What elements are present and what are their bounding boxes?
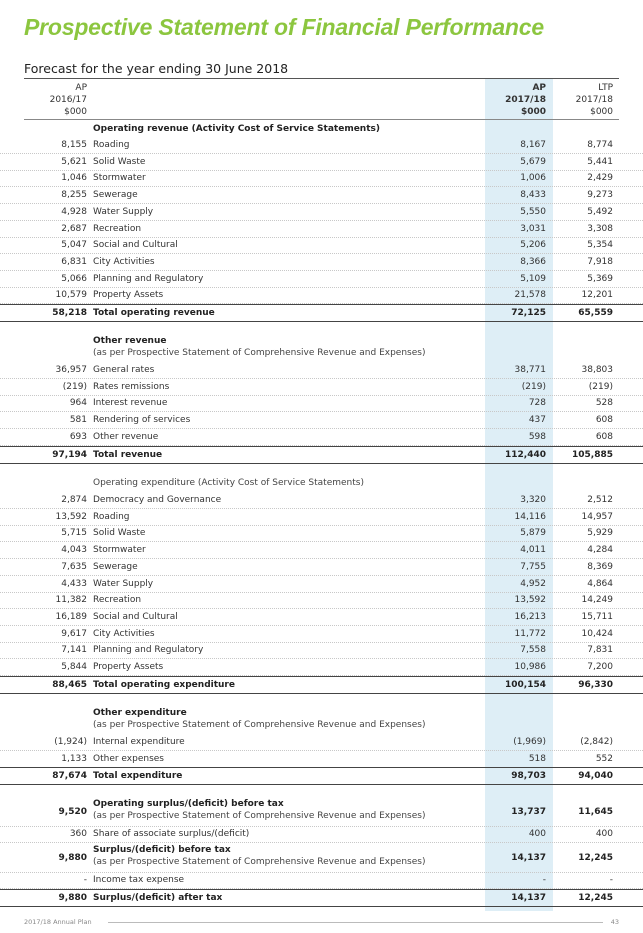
- row-value: 7,918: [587, 256, 613, 267]
- row-value: 9,617: [61, 628, 87, 639]
- row-label: Solid Waste: [93, 528, 146, 539]
- row-value: 8,155: [61, 140, 87, 150]
- table-row: [0, 187, 643, 204]
- row-value: 7,755: [520, 561, 546, 572]
- row-value: 5,369: [587, 273, 613, 284]
- row-value: 5,715: [61, 528, 87, 539]
- row-label: Planning and Regulatory: [93, 273, 204, 284]
- total-expenditure-row: 87,674 Total expenditure 98,703 94,040: [0, 767, 643, 785]
- table-row: [0, 429, 643, 446]
- section-other-revenue: Other revenue: [93, 336, 167, 346]
- row-value: 528: [595, 398, 613, 409]
- row-label: Stormwater: [93, 173, 146, 184]
- row-value: 7,141: [61, 645, 87, 656]
- row-value: 10,986: [514, 662, 546, 672]
- row-value: 4,433: [61, 578, 87, 589]
- header-rule: [24, 78, 619, 79]
- row-label: Water Supply: [93, 206, 154, 217]
- row-value: 5,047: [61, 240, 87, 251]
- row-value: 4,928: [61, 206, 87, 217]
- row-value: 5,441: [587, 156, 613, 167]
- row-value: 5,550: [520, 206, 546, 217]
- table-row: [0, 542, 643, 559]
- row-label: Other revenue: [93, 431, 159, 442]
- row-value: 2,687: [61, 223, 87, 234]
- row-value: 38,771: [514, 365, 546, 375]
- footer-rule: [108, 922, 603, 923]
- row-value: 3,031: [520, 223, 546, 234]
- table-row: [0, 642, 643, 659]
- page-title: Prospective Statement of Financial Performance: [24, 14, 544, 40]
- surplus-after-tax-row: 9,880 Surplus/(deficit) after tax 14,137 12,245: [0, 889, 643, 907]
- row-value: 2,429: [587, 173, 613, 184]
- row-label: Roading: [93, 511, 130, 522]
- row-label: Internal expenditure: [93, 737, 185, 747]
- table-row: [0, 525, 643, 542]
- table-row: [0, 559, 643, 576]
- row-value: 4,864: [587, 578, 613, 589]
- row-value: 5,066: [61, 273, 87, 284]
- row-value: 4,284: [587, 545, 613, 556]
- row-value: 4,011: [520, 545, 546, 556]
- table-row: [0, 609, 643, 626]
- row-label: Stormwater: [93, 545, 146, 556]
- row-label: Social and Cultural: [93, 240, 178, 251]
- total-operating-revenue-row: 58,218 Total operating revenue 72,125 65,559: [0, 304, 643, 322]
- table-row: [0, 576, 643, 593]
- row-value: 5,354: [587, 240, 613, 251]
- row-value: (219): [62, 381, 87, 392]
- row-label: Rendering of services: [93, 415, 191, 426]
- table-row: [0, 412, 643, 429]
- row-value: 11,382: [55, 595, 87, 606]
- row-value: 728: [528, 398, 546, 409]
- table-row: [0, 626, 643, 643]
- row-label: Roading: [93, 140, 130, 150]
- row-value: (1,924): [54, 737, 87, 747]
- row-value: 7,831: [587, 645, 613, 656]
- footer-document-name: 2017/18 Annual Plan: [24, 918, 92, 926]
- row-value: 1,046: [61, 173, 87, 184]
- table-row: [0, 204, 643, 221]
- table-row: [0, 509, 643, 526]
- row-value: 15,711: [581, 611, 613, 622]
- row-label: Recreation: [93, 223, 142, 234]
- row-value: 14,116: [514, 511, 546, 522]
- row-label: Property Assets: [93, 290, 164, 301]
- row-value: 5,206: [520, 240, 546, 251]
- row-label: Planning and Regulatory: [93, 645, 204, 656]
- row-value: 1,006: [520, 173, 546, 184]
- row-value: 16,213: [514, 611, 546, 622]
- row-value: 5,109: [520, 273, 546, 284]
- surplus-before-tax-row: 9,880 Surplus/(deficit) before tax (as per Prospective Statement of Comprehensive Revenue and Expenses) 14,137 12,245: [0, 844, 643, 873]
- row-value: 11,772: [514, 628, 546, 639]
- row-value: 7,635: [61, 561, 87, 572]
- row-value: 14,957: [581, 511, 613, 522]
- row-value: 38,803: [581, 365, 613, 375]
- section-operating-revenue: Operating revenue (Activity Cost of Service Statements): [93, 124, 380, 134]
- row-value: 10,579: [55, 290, 87, 301]
- total-revenue-row: 97,194 Total revenue 112,440 105,885: [0, 446, 643, 464]
- row-value: 964: [69, 398, 87, 409]
- table-row: [0, 395, 643, 412]
- table-row: [0, 271, 643, 288]
- row-value: 3,308: [587, 223, 613, 234]
- section-other-expenditure: Other expenditure: [93, 708, 187, 718]
- row-label: Solid Waste: [93, 156, 146, 167]
- table-row: [0, 287, 643, 304]
- row-value: 608: [595, 415, 613, 426]
- row-value: 12,201: [581, 290, 613, 301]
- row-value: 1,133: [61, 753, 87, 764]
- row-value: (219): [521, 381, 546, 392]
- row-label: Sewerage: [93, 561, 138, 572]
- row-value: 693: [69, 431, 87, 442]
- section-other-revenue-note: (as per Prospective Statement of Comprehensive Revenue and Expenses): [93, 348, 426, 358]
- row-value: (219): [588, 381, 613, 392]
- row-label: Property Assets: [93, 662, 164, 672]
- row-label: City Activities: [93, 628, 155, 639]
- header-underline: [24, 119, 619, 120]
- row-value: 14,249: [581, 595, 613, 606]
- row-value: 8,774: [587, 140, 613, 150]
- table-row: [0, 362, 643, 379]
- row-label: Water Supply: [93, 578, 154, 589]
- row-value: 5,879: [520, 528, 546, 539]
- row-value: 8,366: [520, 256, 546, 267]
- page-number: 43: [610, 918, 619, 926]
- row-value: 8,369: [587, 561, 613, 572]
- row-value: 552: [595, 753, 613, 764]
- row-label: Rates remissions: [93, 381, 170, 392]
- operating-surplus-row: 9,520 Operating surplus/(deficit) before tax (as per Prospective Statement of Comprehensive Revenue and Expenses) 13,737 11,645: [0, 798, 643, 827]
- row-label: City Activities: [93, 256, 155, 267]
- income-tax-row: - Income tax expense - -: [0, 872, 643, 889]
- table-row: [0, 237, 643, 254]
- table-row: [0, 659, 643, 676]
- row-value: 8,255: [61, 190, 87, 201]
- col-header-ap-2017: AP 2017/18 $000: [505, 83, 546, 117]
- row-value: 4,952: [520, 578, 546, 589]
- associate-surplus-row: 360 Share of associate surplus/(deficit) 400 400: [0, 826, 643, 843]
- row-label: General rates: [93, 365, 155, 375]
- row-value: 8,433: [520, 190, 546, 201]
- row-value: 3,320: [520, 495, 546, 505]
- row-label: Recreation: [93, 595, 142, 606]
- row-value: (1,969): [513, 737, 546, 747]
- row-value: 13,592: [55, 511, 87, 522]
- row-value: 5,929: [587, 528, 613, 539]
- col-header-ltp-2017: LTP 2017/18 $000: [575, 83, 613, 117]
- row-value: 5,492: [587, 206, 613, 217]
- total-operating-expenditure-row: 88,465 Total operating expenditure 100,154 96,330: [0, 676, 643, 694]
- row-value: 10,424: [581, 628, 613, 639]
- row-label: Other expenses: [93, 753, 164, 764]
- row-label: Interest revenue: [93, 398, 168, 409]
- row-value: (2,842): [580, 737, 613, 747]
- row-value: 2,874: [61, 495, 87, 505]
- row-value: 21,578: [514, 290, 546, 301]
- table-row: [0, 154, 643, 171]
- row-value: 581: [69, 415, 87, 426]
- section-other-expenditure-note: (as per Prospective Statement of Comprehensive Revenue and Expenses): [93, 720, 426, 730]
- table-row: [0, 492, 643, 509]
- row-value: 4,043: [61, 545, 87, 556]
- row-value: 7,558: [520, 645, 546, 656]
- row-value: 518: [528, 753, 546, 764]
- row-value: 7,200: [587, 662, 613, 672]
- row-value: 8,167: [520, 140, 546, 150]
- row-label: Democracy and Governance: [93, 495, 222, 505]
- row-value: 9,273: [587, 190, 613, 201]
- table-row: [0, 379, 643, 396]
- row-value: 608: [595, 431, 613, 442]
- table-row: [0, 221, 643, 238]
- table-row: [0, 734, 643, 751]
- row-value: 36,957: [55, 365, 87, 375]
- row-value: 598: [528, 431, 546, 442]
- table-row: [0, 592, 643, 609]
- row-value: 5,844: [61, 662, 87, 672]
- row-value: 16,189: [55, 611, 87, 622]
- row-value: 6,831: [61, 256, 87, 267]
- row-label: Sewerage: [93, 190, 138, 201]
- statement-subtitle: Forecast for the year ending 30 June 2018: [24, 61, 289, 76]
- row-label: Social and Cultural: [93, 611, 178, 622]
- table-row: [0, 751, 643, 768]
- row-value: 437: [528, 415, 546, 426]
- col-header-ap-2016: AP 2016/17 $000: [49, 83, 87, 117]
- row-value: 5,621: [61, 156, 87, 167]
- section-operating-expenditure: Operating expenditure (Activity Cost of Service Statements): [93, 478, 364, 488]
- row-value: 5,679: [520, 156, 546, 167]
- table-row: [0, 137, 643, 154]
- table-row: [0, 170, 643, 187]
- row-value: 2,512: [587, 495, 613, 505]
- table-row: [0, 254, 643, 271]
- row-value: 13,592: [514, 595, 546, 606]
